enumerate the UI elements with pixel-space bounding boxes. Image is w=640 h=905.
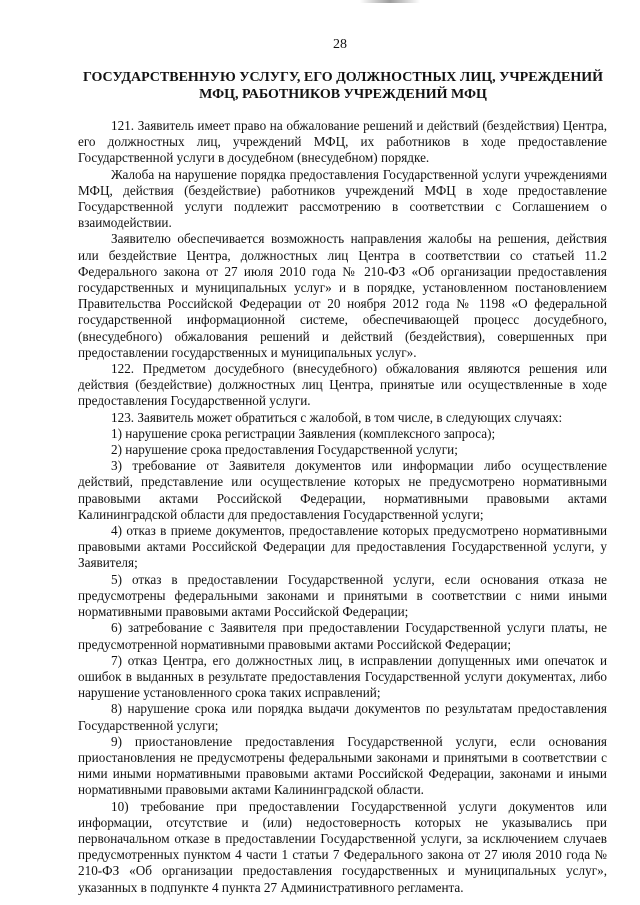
paragraph-123: 123. Заявитель может обратиться с жалобой, в том числе, в следующих случаях: <box>111 409 563 425</box>
page-number: 28 <box>333 37 347 52</box>
heading-line-1: ГОСУДАРСТВЕННУЮ УСЛУГУ, ЕГО ДОЛЖНОСТНЫХ ЛИЦ, УЧРЕЖДЕНИЙ <box>82 70 604 85</box>
document-body <box>78 118 607 896</box>
list-item-4: 4) отказ в приеме документов, предоставление которых предусмотрено нормативными правовыми актами Российской Федерации для предоставления Государственной услуги, у Заявителя; <box>78 523 607 571</box>
list-item-6: 6) затребование с Заявителя при предоставлении Государственной услуги платы, не предусмотренной нормативными правовыми актами Российской Федерации; <box>78 620 607 652</box>
list-item-2: 2) нарушение срока предоставления Государственной услуги; <box>111 442 458 458</box>
list-item-3: 3) требование от Заявителя документов или информации либо осуществление действий, представление или осуществление которых не предусмотрено нормативными правовыми актами Российской Федерации, нормативными правовыми актами Калининградской области для предоставления Государственной услуги; <box>78 458 607 522</box>
heading-line-2: МФЦ, РАБОТНИКОВ УЧРЕЖДЕНИЙ МФЦ <box>199 87 487 102</box>
scan-artifact <box>360 0 420 3</box>
paragraph-122: 122. Предметом досудебного (внесудебного) обжалования являются решения или действия (бездействие) должностных лиц Центра, принятые или осуществленные в ходе предоставления Государственной услуги. <box>78 361 607 409</box>
paragraph-complaint-mfc: Жалоба на нарушение порядка предоставления Государственной услуги учреждениями МФЦ, действия (бездействие) работников учреждений МФЦ в ходе предоставление Государственной услуги подлежит рассмотрению в соответствии с Соглашением о взаимодействии. <box>78 166 607 231</box>
list-item-7: 7) отказ Центра, его должностных лиц, в исправлении допущенных ими опечаток и ошибок в выданных в результате предоставления Государственной услуги документах, либо нарушение установленного срока таких исправлений; <box>78 652 607 701</box>
list-item-8: 8) нарушение срока или порядка выдачи документов по результатам предоставления Государственной услуги; <box>78 701 607 733</box>
paragraph-complaint-channels: Заявителю обеспечивается возможность направления жалобы на решения, действия или бездействие Центра, должностных лиц Центра в соответствии со статьей 11.2 Федерального закона от 27 июля 2010 года № 210-ФЗ «Об организации предоставления государственных и муниципальных услуг» и в порядке, установленном постановлением Правительства Российской Федерации от 20 ноября 2012 года № 1198 «О федеральной государственной информационной системе, обеспечивающей процесс досудебного, (внесудебного) обжалования решений и действий (бездействия), совершенных при предоставлении государственных и муниципальных услуг». <box>78 231 607 360</box>
paragraph-121: 121. Заявитель имеет право на обжалование решений и действий (бездействия) Центра, его должностных лиц, учреждений МФЦ, их работников в ходе предоставление Государственной услуги в досудебном (внесудебном) порядке. <box>78 118 607 166</box>
list-item-10: 10) требование при предоставлении Государственной услуги документов или информации, отсутствие и (или) недостоверность которых не указывались при первоначальном отказе в предоставлении Государственной услуги, за исключением случаев предусмотренных пунктом 4 части 1 статьи 7 Федерального закона от 27 июля 2010 года № 210-ФЗ «Об организации предоставления государственных и муниципальных услуг», указанных в подпункте 4 пункта 27 Административного регламента. <box>78 798 607 895</box>
list-item-1: 1) нарушение срока регистрации Заявления (комплексного запроса); <box>111 425 496 441</box>
list-item-5: 5) отказ в предоставлении Государственной услуги, если основания отказа не предусмотрены федеральными законами и принятыми в соответствии с ними иными нормативными правовыми актами Российской Федерации; <box>78 571 607 620</box>
section-heading <box>78 69 608 103</box>
list-item-9: 9) приостановление предоставления Государственной услуги, если основания приостановления не предусмотрены федеральными законами и принятыми в соответствии с ними иными нормативными правовыми актами Российской Федерации, законами и иными нормативными правовыми актами Калининградской области. <box>78 733 607 798</box>
